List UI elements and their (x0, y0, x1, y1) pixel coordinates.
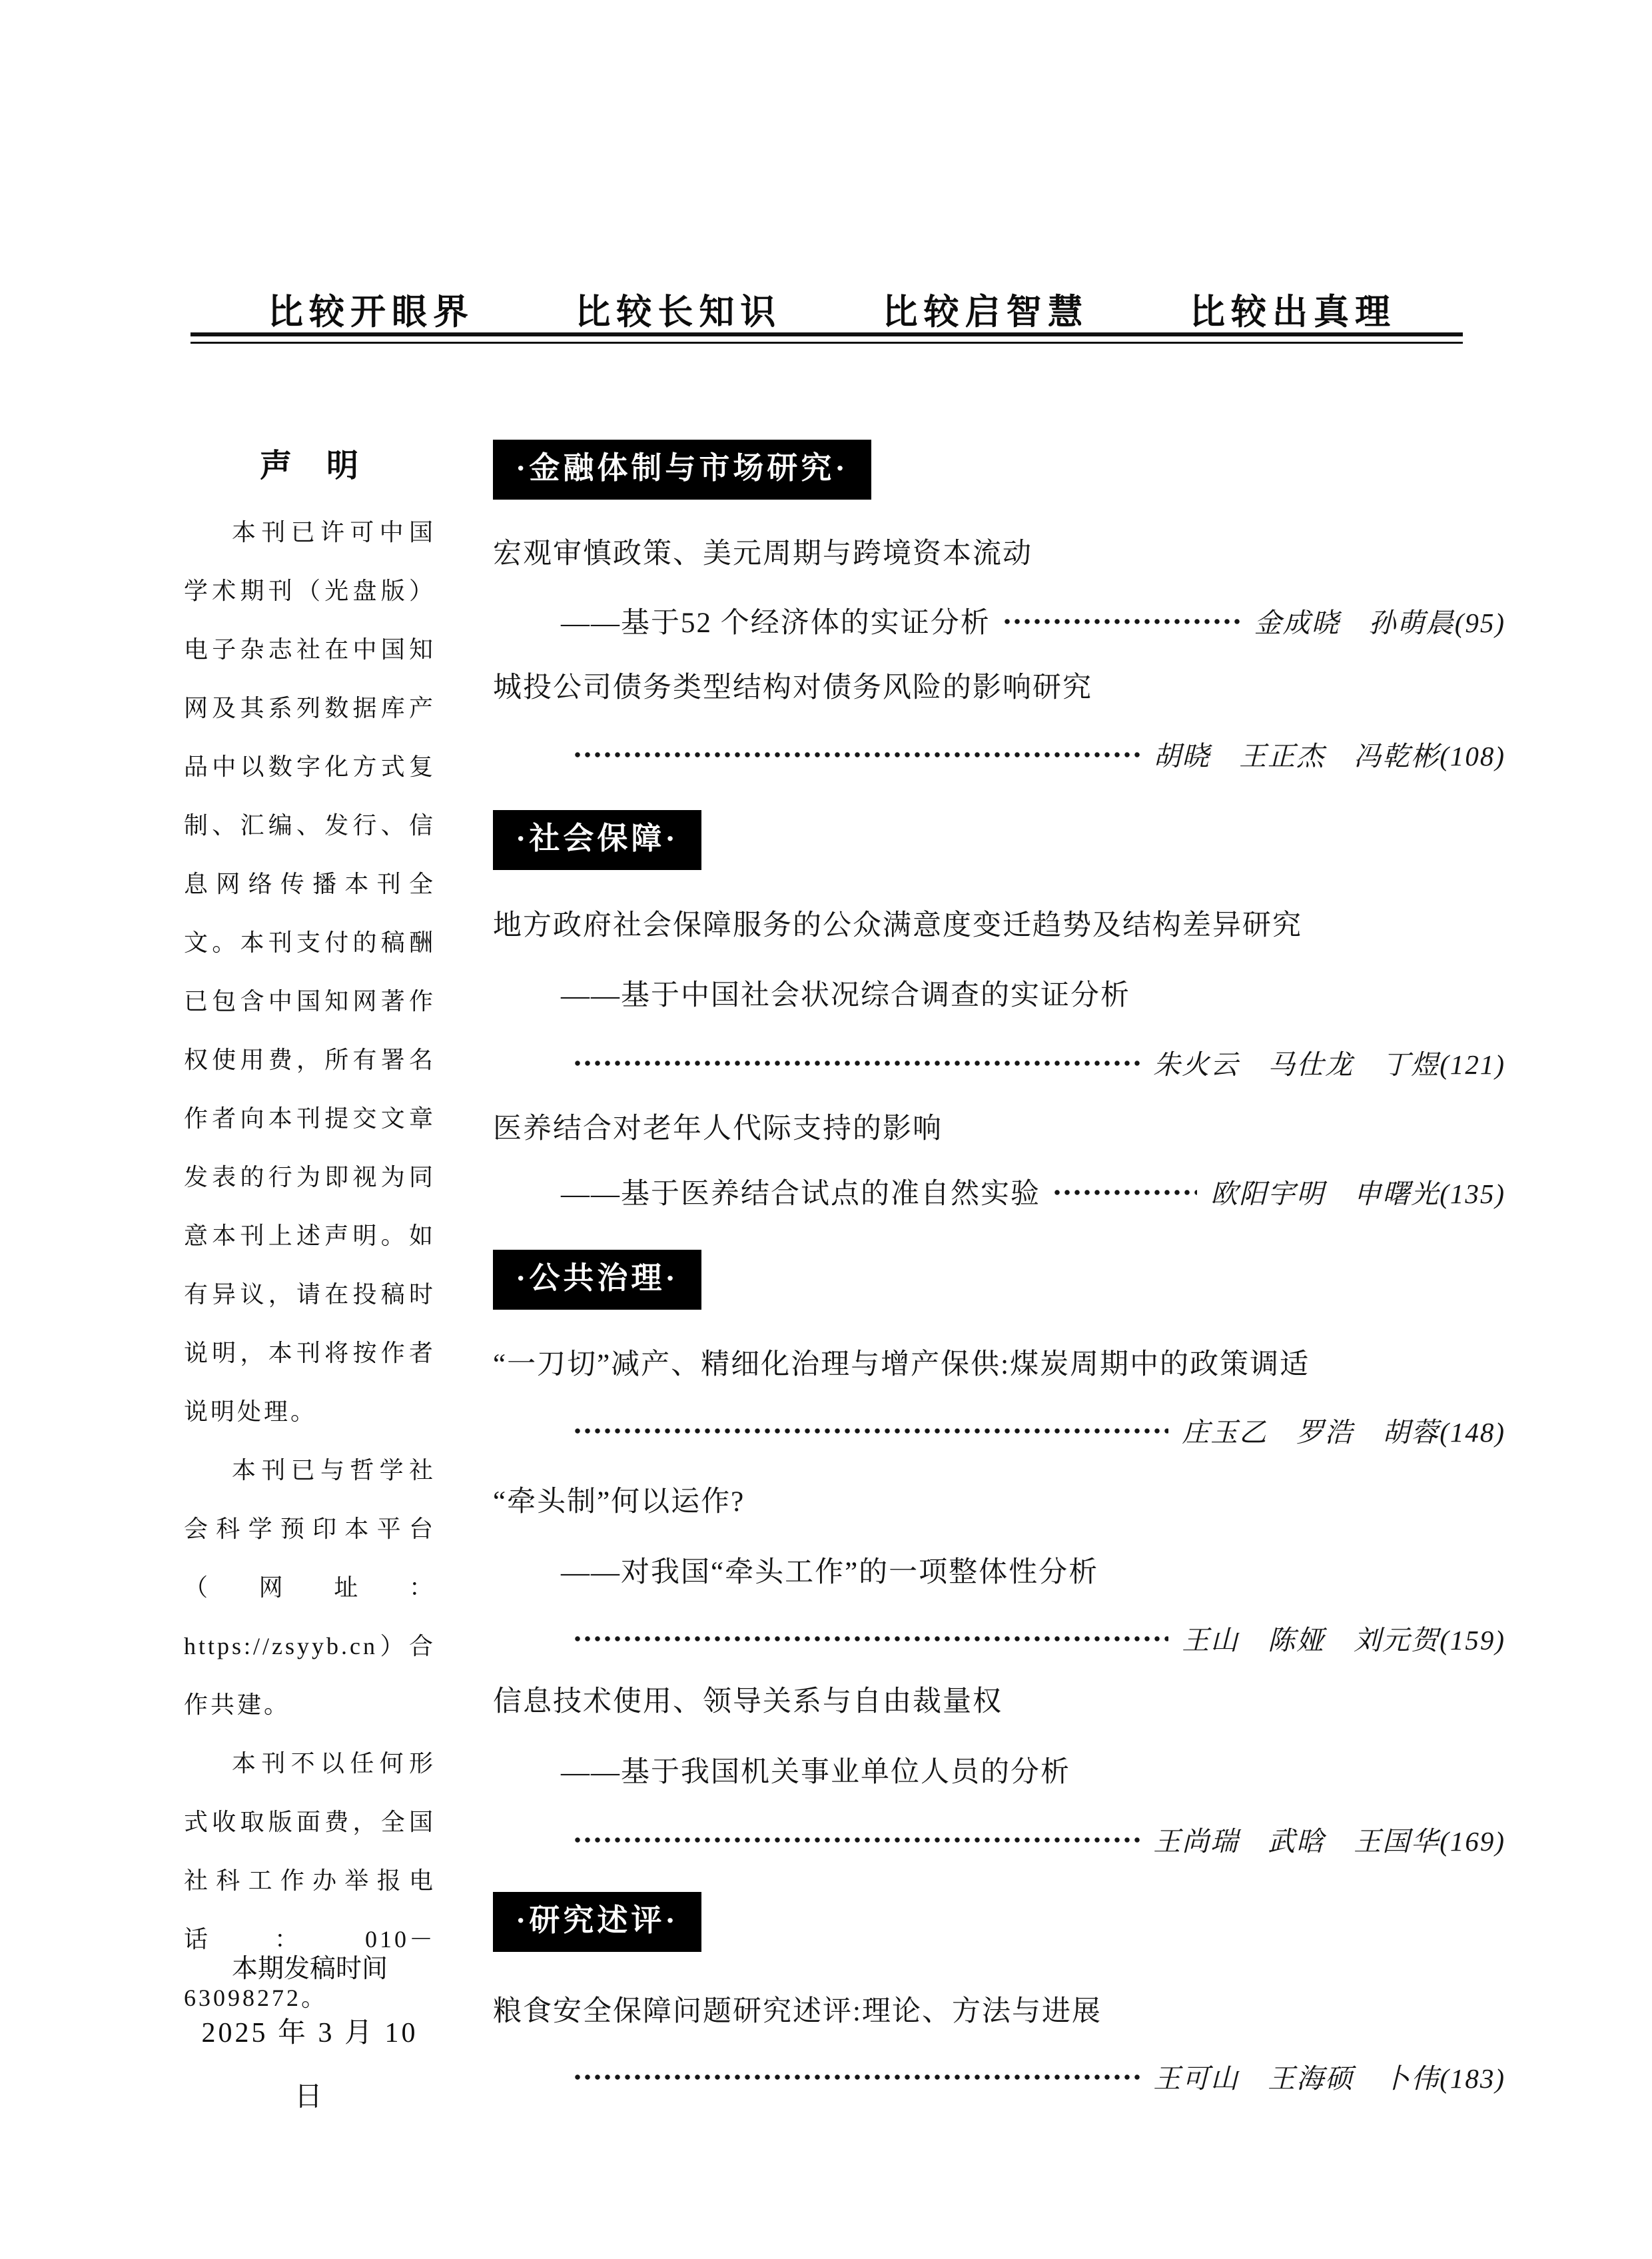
statement-title: 声 明 (259, 448, 360, 484)
article-title: 粮食安全保障问题研究述评:理论、方法与进展 (493, 1996, 1102, 2027)
masthead-slogans (268, 284, 1396, 334)
author-names: 金成晓 孙萌晨 (1254, 607, 1455, 638)
article-entry-line (561, 2057, 1505, 2094)
article-entry-line (561, 1411, 1505, 1448)
article-title: 城投公司债务类型结构对债务风险的影响研究 (493, 672, 1092, 703)
article-title: “一刀切”减产、精细化治理与增产保供:煤炭周期中的政策调适 (493, 1349, 1310, 1380)
section-header-social-security: ·社会保障· (493, 810, 701, 870)
article-authors (1182, 1410, 1505, 1450)
article-authors (1153, 1043, 1505, 1082)
dot-leader (574, 751, 1140, 758)
article-entry-line (561, 602, 1505, 639)
article-page-number: (108) (1440, 740, 1505, 771)
article-authors (1153, 734, 1505, 773)
article-subtitle: ——对我国“牵头工作”的一项整体性分析 (561, 1557, 1099, 1588)
author-names: 朱火云 马仕龙 丁煜 (1153, 1049, 1440, 1080)
section-header-research-review: ·研究述评· (493, 1892, 701, 1952)
dot-leader (1004, 618, 1241, 625)
article-subtitle: ——基于52 个经济体的实证分析 (561, 607, 991, 639)
dot-leader (574, 1837, 1140, 1843)
article-title: 医养结合对老年人代际支持的影响 (493, 1113, 943, 1144)
author-names: 王山 陈娅 刘元贺 (1182, 1624, 1440, 1655)
article-authors (1254, 601, 1505, 640)
article-entry-line (561, 1619, 1505, 1656)
issue-date-block (184, 1937, 436, 2129)
article-page-number: (135) (1440, 1178, 1505, 1209)
article-entry-line (561, 735, 1505, 772)
article-page-number: (159) (1440, 1624, 1505, 1655)
dot-leader (574, 1635, 1168, 1642)
statement-panel (184, 440, 436, 2027)
slogan-text: 比较长知识 (575, 293, 782, 332)
article-entry-line (561, 1172, 1505, 1210)
article-authors (1153, 1819, 1505, 1859)
statement-body (184, 503, 436, 2027)
article-page-number: (95) (1454, 607, 1505, 638)
article-authors (1182, 1618, 1505, 1657)
statement-paragraph: 本刊已与哲学社会科学预印本平台（网址：https://zsyyb.cn）合作共建。 (184, 1457, 436, 1718)
article-title: “牵头制”何以运作? (493, 1486, 745, 1518)
slogan-text: 比较启智慧 (882, 293, 1089, 332)
article-subtitle: ——基于中国社会状况综合调查的实证分析 (561, 980, 1130, 1011)
article-entry-line (561, 1820, 1505, 1857)
double-rule-divider (191, 332, 1463, 344)
dot-leader (574, 1060, 1140, 1067)
section-header-finance: ·金融体制与市场研究· (493, 440, 871, 500)
article-title: 地方政府社会保障服务的公众满意度变迁趋势及结构差异研究 (493, 910, 1302, 941)
article-entry-line (561, 1043, 1505, 1081)
issue-date-label: 本期发稿时间 (231, 1955, 388, 1983)
statement-paragraph: 本刊不以任何形式收取版面费，全国社科工作办举报电话：010－63098272。 (184, 1750, 436, 2011)
issue-date-value: 2025 年 3 月 10 日 (201, 2018, 418, 2112)
dot-leader (574, 2074, 1140, 2080)
article-subtitle: ——基于医养结合试点的准自然实验 (561, 1178, 1040, 1210)
slogan-text: 比较出真理 (1189, 293, 1396, 332)
dot-leader (1054, 1189, 1197, 1196)
author-names: 王可山 王海硕 卜伟 (1153, 2062, 1440, 2094)
slogan-text: 比较开眼界 (268, 293, 474, 332)
article-authors (1210, 1172, 1505, 1211)
dot-leader (574, 1428, 1168, 1434)
author-names: 胡晓 王正杰 冯乾彬 (1153, 740, 1440, 771)
section-header-public-governance: ·公共治理· (493, 1250, 701, 1310)
article-page-number: (169) (1440, 1825, 1505, 1857)
article-page-number: (183) (1440, 2062, 1505, 2094)
article-subtitle: ——基于我国机关事业单位人员的分析 (561, 1757, 1070, 1788)
article-authors (1153, 2056, 1505, 2096)
author-names: 庄玉乙 罗浩 胡蓉 (1182, 1416, 1440, 1448)
article-page-number: (148) (1440, 1416, 1505, 1448)
article-title: 宏观审慎政策、美元周期与跨境资本流动 (493, 538, 1032, 570)
article-page-number: (121) (1440, 1049, 1505, 1080)
statement-paragraph: 本刊已许可中国学术期刊（光盘版）电子杂志社在中国知网及其系列数据库产品中以数字化方式复制、汇编、发行、信息网络传播本刊全文。本刊支付的稿酬已包含中国知网著作权使用费，所有署名作者向本刊提交文章发表的行为即视为同意本刊上述声明。如有异议，请在投稿时说明，本刊将按作者说明处理。 (184, 519, 436, 1425)
author-names: 欧阳宇明 申曙光 (1210, 1178, 1440, 1209)
article-title: 信息技术使用、领导关系与自由裁量权 (493, 1686, 1003, 1717)
author-names: 王尚瑞 武晗 王国华 (1153, 1825, 1440, 1857)
